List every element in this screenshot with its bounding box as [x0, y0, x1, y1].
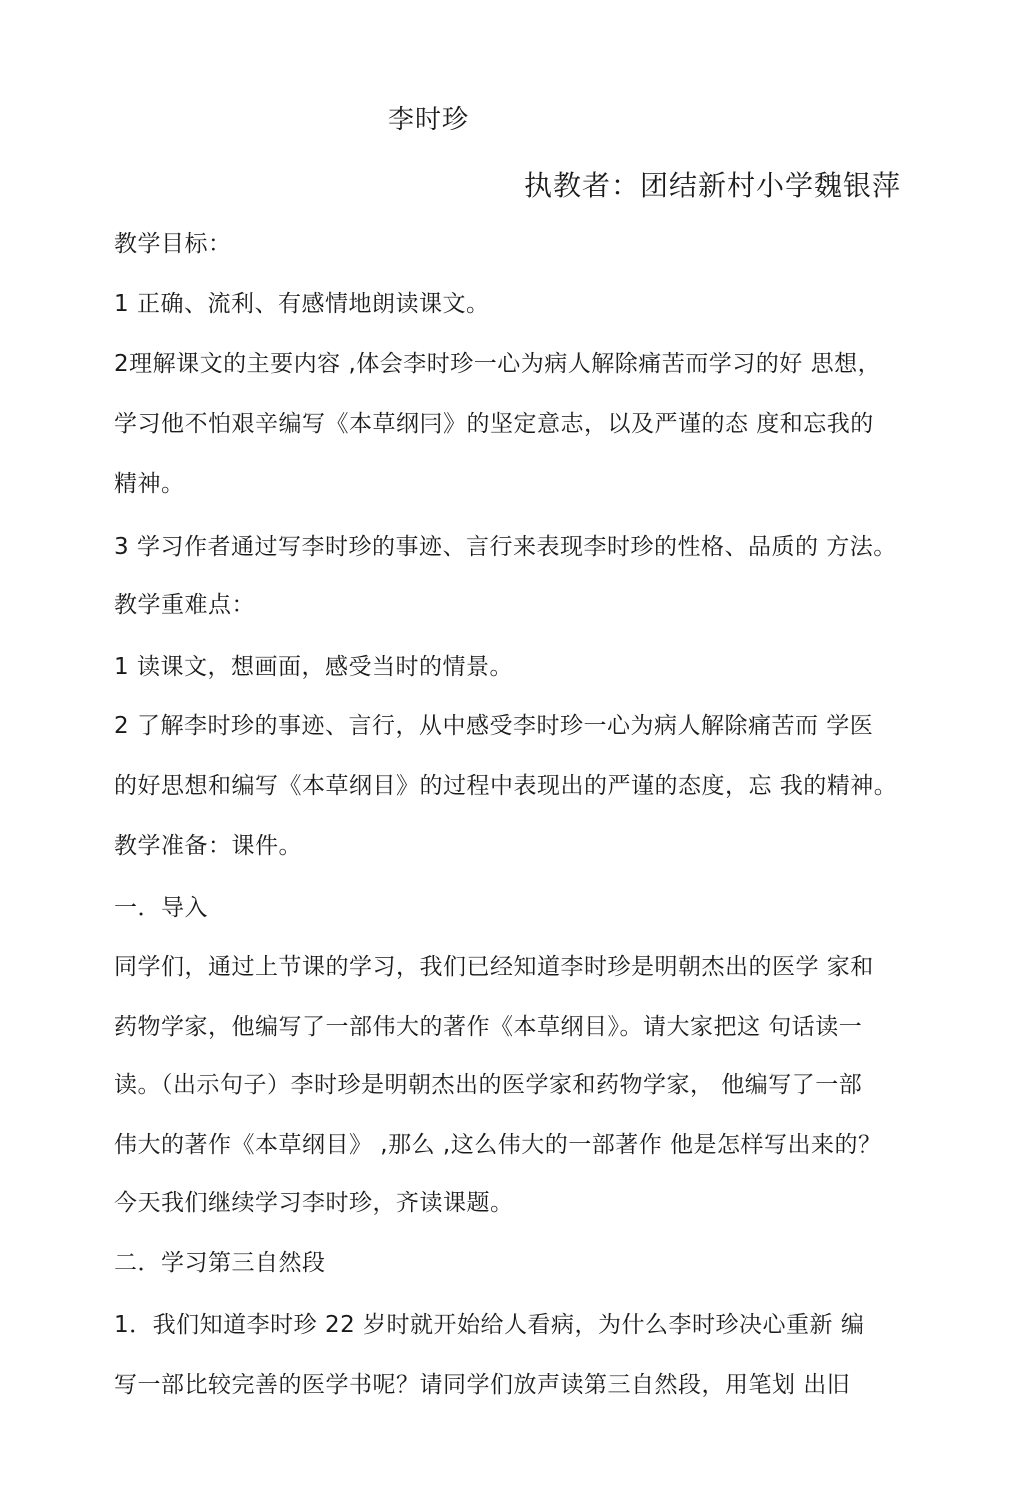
question-1-line-2: 写一部比较完善的医学书呢？请同学们放声读第三自然段，用笔划 出旧	[114, 1372, 851, 1398]
keypoint-2-line-1: 2 了解李时珍的事迹、言行，从中感受李时珍一心为病人解除痛苦而 学医	[114, 713, 874, 739]
objective-2-line-2: 学习他不怕艰辛编写《本草纲冃》的坚定意志，以及严谨的态 度和忘我的	[114, 411, 874, 437]
paragraph-1-line-5: 今天我们继续学习李时珍，齐读课题。	[114, 1190, 514, 1216]
objectives-heading: 教学目标：	[114, 231, 232, 257]
paragraph-1-line-1: 同学们，通过上节课的学习，我们已经知道李时珍是明朝杰出的医学 家和	[114, 954, 874, 980]
keypoint-2-line-2: 的好思想和编写《本草纲目》的过程中表现出的严谨的态度，忘 我的精神。	[114, 773, 898, 799]
preparation-line: 教学准备：课件。	[114, 833, 302, 859]
section-2-heading: 二．学习第三自然段	[114, 1250, 326, 1276]
document-title: 李时珍	[388, 105, 470, 135]
objective-1: 1 正确、流利、有感情地朗读课文。	[114, 291, 490, 317]
author-line: 执教者：团结新村小学魏银萍	[524, 169, 902, 202]
keypoints-heading: 教学重难点：	[114, 592, 255, 618]
objective-3: 3 学习作者通过写李时珍的事迹、言行来表现李时珍的性格、品质的 方法。	[114, 534, 897, 560]
objective-2-line-1: 2理解课文的主要内容 ,体会李时珍一心为病人解除痛苦而学习的好 思想，	[114, 351, 882, 377]
paragraph-1-line-2: 药物学家，他编写了一部伟大的著作《本草纲目》。请大家把这 句话读一	[114, 1014, 863, 1040]
section-1-heading: 一．导入	[114, 895, 208, 921]
paragraph-1-line-3: 读。（出示句子）李时珍是明朝杰出的医学家和药物学家， 他编写了一部	[114, 1072, 863, 1098]
keypoint-1: 1 读课文，想画面，感受当时的情景。	[114, 654, 513, 680]
objective-2-line-3: 精神。	[114, 471, 185, 497]
question-1-line-1: 1．我们知道李时珍 22 岁时就开始给人看病，为什么李时珍决心重新 编	[114, 1312, 865, 1338]
paragraph-1-line-4: 伟大的著作《本草纲目》 ,那么 ,这么伟大的一部著作 他是怎样写出来的？	[114, 1132, 882, 1158]
